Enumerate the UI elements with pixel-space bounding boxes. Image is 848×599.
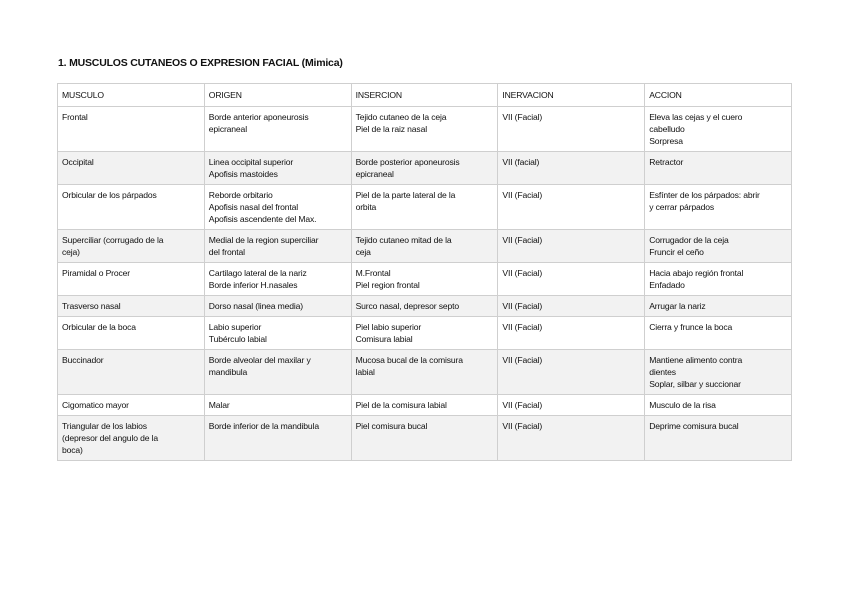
table-row [58,152,792,185]
cell-insercion [351,395,498,416]
cell-text-line: Tubérculo labial [208,334,267,344]
cell-text-line: Apofisis mastoides [208,169,278,179]
cell-text-line: Trasverso nasal [62,301,121,311]
cell-text-line: Malar [208,400,230,410]
cell-insercion [351,317,498,350]
cell-text-line: Borde inferior H.nasales [208,280,298,290]
cell-text-line: VII (Facial) [502,355,543,365]
column-header-insercion: INSERCION [351,84,498,107]
column-header-musculo: MUSCULO [58,84,205,107]
cell-text-line: Soplar, silbar y succionar [649,379,741,389]
cell-insercion [351,152,498,185]
cell-text-line: Dorso nasal (linea media) [208,301,303,311]
cell-musculo [58,296,205,317]
table-header-row [58,84,792,107]
cell-accion [645,185,792,230]
cell-inervacion [498,230,645,263]
cell-text-line: VII (Facial) [502,235,543,245]
cell-accion [645,152,792,185]
cell-text-line: Cigomatico mayor [62,400,129,410]
cell-text-line: Esfínter de los párpados: abrir [649,190,760,200]
column-header-inervacion: INERVACION [498,84,645,107]
table-row [58,416,792,461]
cell-text-line: del frontal [208,247,245,257]
cell-text-line: VII (Facial) [502,400,543,410]
cell-origen [204,416,351,461]
cell-text-line: Linea occipital superior [208,157,294,167]
cell-text-line: Mucosa bucal de la comisura [355,355,463,365]
cell-inervacion [498,263,645,296]
cell-origen [204,296,351,317]
cell-text-line: Labio superior [208,322,262,332]
cell-text-line: Corrugador de la ceja [649,235,729,245]
muscle-table [57,83,792,461]
cell-text-line: Occipital [62,157,94,167]
cell-text-line: Arrugar la nariz [649,301,706,311]
cell-insercion [351,416,498,461]
cell-text-line: epicraneal [355,169,394,179]
cell-text-line: boca) [62,445,83,455]
cell-text-line: Hacia abajo región frontal [649,268,744,278]
cell-inervacion [498,185,645,230]
column-header-origen: ORIGEN [204,84,351,107]
page-title: 1. MUSCULOS CUTANEOS O EXPRESION FACIAL (Mimica) [58,57,343,69]
cell-musculo [58,230,205,263]
cell-musculo [58,185,205,230]
cell-text-line: Mantiene alimento contra [649,355,743,365]
cell-origen [204,263,351,296]
cell-insercion [351,296,498,317]
cell-text-line: Cierra y frunce la boca [649,322,733,332]
cell-inervacion [498,350,645,395]
cell-origen [204,107,351,152]
cell-musculo [58,317,205,350]
cell-inervacion [498,107,645,152]
cell-text-line: dientes [649,367,676,377]
cell-text-line: Medial de la region superciliar [208,235,319,245]
cell-text-line: Triangular de los labios [62,421,147,431]
cell-origen [204,317,351,350]
cell-musculo [58,152,205,185]
cell-musculo [58,395,205,416]
cell-text-line: Reborde orbitario [208,190,273,200]
cell-origen [204,350,351,395]
table-row [58,317,792,350]
cell-text-line: Cartilago lateral de la nariz [208,268,307,278]
table-row [58,263,792,296]
cell-text-line: Sorpresa [649,136,683,146]
cell-text-line: epicraneal [208,124,247,134]
cell-musculo [58,263,205,296]
cell-accion [645,107,792,152]
cell-text-line: labial [355,367,375,377]
cell-text-line: Piel de la parte lateral de la [355,190,456,200]
cell-inervacion [498,317,645,350]
cell-text-line: Apofisis ascendente del Max. [208,214,317,224]
column-header-accion: ACCION [645,84,792,107]
cell-inervacion [498,296,645,317]
cell-text-line: M.Frontal [355,268,391,278]
cell-text-line: VII (Facial) [502,421,543,431]
cell-text-line: Surco nasal, depresor septo [355,301,460,311]
cell-insercion [351,230,498,263]
cell-inervacion [498,395,645,416]
cell-accion [645,230,792,263]
cell-text-line: cabelludo [649,124,685,134]
cell-inervacion [498,416,645,461]
cell-text-line: Orbicular de la boca [62,322,136,332]
cell-text-line: Frontal [62,112,88,122]
cell-origen [204,185,351,230]
cell-text-line: ceja [355,247,371,257]
cell-text-line: orbita [355,202,377,212]
cell-text-line: Piel comisura bucal [355,421,428,431]
cell-text-line: mandibula [208,367,248,377]
cell-text-line: VII (Facial) [502,322,543,332]
cell-insercion [351,263,498,296]
cell-text-line: Tejido cutaneo mitad de la [355,235,452,245]
cell-accion [645,350,792,395]
cell-text-line: Retractor [649,157,684,167]
cell-text-line: Tejido cutaneo de la ceja [355,112,447,122]
cell-origen [204,395,351,416]
cell-text-line: Enfadado [649,280,685,290]
cell-musculo [58,107,205,152]
cell-text-line: Piel region frontal [355,280,420,290]
cell-text-line: VII (Facial) [502,268,543,278]
cell-text-line: Superciliar (corrugado de la [62,235,164,245]
cell-text-line: Piel de la raiz nasal [355,124,427,134]
table-row [58,350,792,395]
cell-text-line: VII (Facial) [502,301,543,311]
cell-text-line: Apofisis nasal del frontal [208,202,299,212]
cell-text-line: Borde anterior aponeurosis [208,112,309,122]
cell-text-line: Eleva las cejas y el cuero [649,112,743,122]
cell-musculo [58,350,205,395]
cell-accion [645,317,792,350]
cell-insercion [351,107,498,152]
table-row [58,395,792,416]
cell-text-line: Borde alveolar del maxilar y [208,355,311,365]
cell-insercion [351,350,498,395]
cell-text-line: Borde posterior aponeurosis [355,157,460,167]
cell-text-line: y cerrar párpados [649,202,714,212]
cell-origen [204,230,351,263]
cell-text-line: Piramidal o Procer [62,268,130,278]
cell-accion [645,296,792,317]
cell-accion [645,263,792,296]
cell-text-line: Piel de la comisura labial [355,400,447,410]
cell-insercion [351,185,498,230]
cell-accion [645,416,792,461]
table-row [58,107,792,152]
cell-origen [204,152,351,185]
cell-text-line: VII (Facial) [502,190,543,200]
cell-text-line: Orbicular de los párpados [62,190,157,200]
table-row [58,296,792,317]
cell-text-line: VII (Facial) [502,112,543,122]
cell-text-line: Buccinador [62,355,104,365]
cell-text-line: ceja) [62,247,80,257]
cell-text-line: Borde inferior de la mandibula [208,421,319,431]
cell-text-line: VII (facial) [502,157,540,167]
table-row [58,185,792,230]
cell-text-line: Deprime comisura bucal [649,421,739,431]
cell-inervacion [498,152,645,185]
table-body [58,107,792,461]
table-row [58,230,792,263]
cell-text-line: Comisura labial [355,334,413,344]
cell-text-line: Piel labio superior [355,322,422,332]
cell-accion [645,395,792,416]
cell-text-line: (depresor del angulo de la [62,433,158,443]
cell-musculo [58,416,205,461]
cell-text-line: Fruncir el ceño [649,247,704,257]
cell-text-line: Musculo de la risa [649,400,716,410]
